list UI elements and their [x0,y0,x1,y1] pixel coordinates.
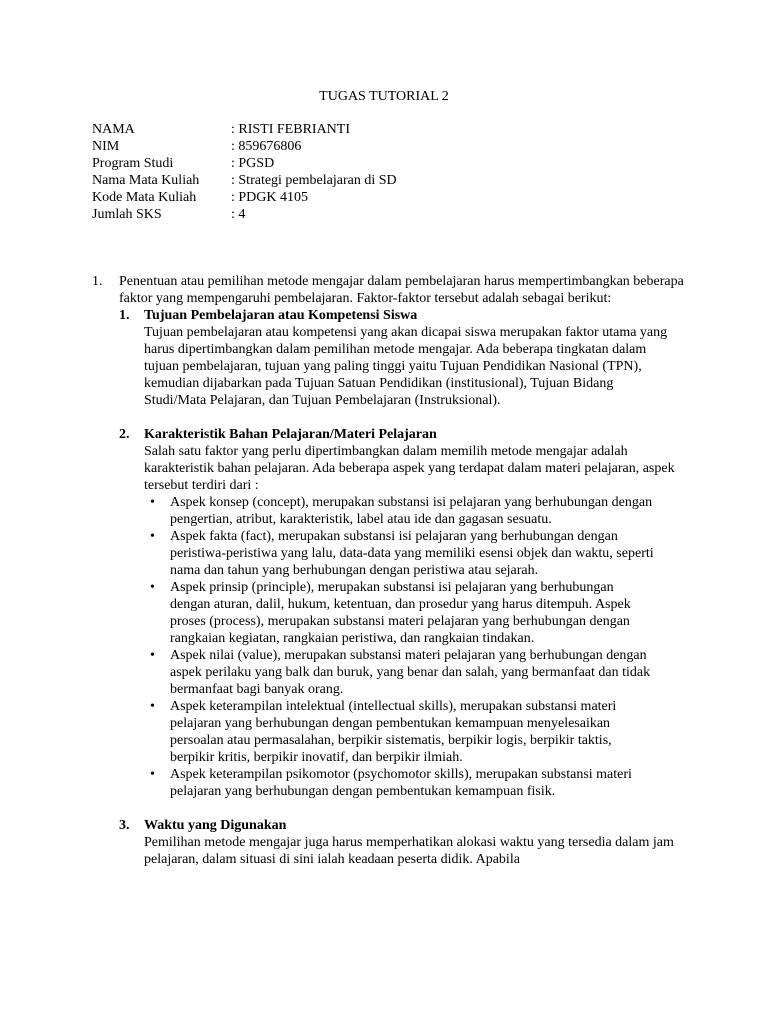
info-row-nim [92,138,397,155]
factor-1 [119,307,692,409]
question-number: 1. [92,274,103,289]
list-item [144,528,654,579]
question-1 [92,273,692,868]
document-title: TUGAS TUTORIAL 2 [319,89,449,104]
factor-body: Tujuan pembelajaran atau kompetensi yang akan dicapai siswa merupakan faktor utama yang harus dipertimbangkan dalam pemilihan metode mengajar. Ada beberapa tingkatan dalam tujuan pembelajaran, tujuan yang paling tinggi yaitu Tujuan Pendidikan Nasional (TPN), kemudian dijabarkan pada Tujuan Satuan Pendidikan (institusional), Tujuan Bidang Studi/Mata Pelajaran, dan Tujuan Pembelajaran (Instruksional). [144,325,668,408]
info-value: : Strategi pembelajaran di SD [231,173,397,188]
bullet-icon: • [150,767,155,782]
info-row-nama [92,121,397,138]
bullet-icon: • [150,580,155,595]
list-item-text: Aspek fakta (fact), merupakan substansi isi pelajaran yang berhubungan dengan peristiwa-peristiwa yang lalu, data-data yang memiliki esensi objek dan waktu, seperti nama dan tahun yang berhubungan dengan peristiwa atau sejarah. [170,529,654,578]
info-row-jumlah-sks [92,206,397,223]
info-row-nama-mata-kuliah [92,172,397,189]
info-value: : 4 [231,207,246,222]
factor-3 [119,817,692,868]
info-value: : PDGK 4105 [231,190,309,205]
info-value: : PGSD [231,156,275,171]
factor-body: Salah satu faktor yang perlu dipertimbangkan dalam memilih metode mengajar adalah karakteristik bahan pelajaran. Ada beberapa aspek yang terdapat dalam materi pelajaran, aspek tersebut terdiri dari : [144,444,675,493]
list-item-text: Aspek prinsip (principle), merupakan substansi isi pelajaran yang berhubungan dengan aturan, dalil, hukum, ketentuan, dan prosedur yang harus ditempuh. Aspek proses (process), merupakan substansi materi pelajaran yang berhubungan dengan rangkaian kegiatan, rangkaian peristiwa, dan rangkaian tindakan. [170,580,631,646]
list-item-text: Aspek nilai (value), merupakan substansi materi pelajaran yang berhubungan dengan aspek perilaku yang balk dan buruk, yang benar dan salah, yang bermanfaat dan tidak bermanfaat bagi banyak orang. [170,648,651,697]
list-item-text: Aspek keterampilan psikomotor (psychomotor skills), merupakan substansi materi pelajaran yang berhubungan dengan pembentukan kemampuan fisik. [170,767,632,799]
factor-body: Pemilihan metode mengajar juga harus memperhatikan alokasi waktu yang tersedia dalam jam pelajaran, dalam situasi di sini ialah keadaan peserta didik. Apabila [144,835,674,867]
factor-number: 3. [119,818,130,833]
factor-number: 2. [119,427,130,442]
bullet-icon: • [150,648,155,663]
factor-number: 1. [119,308,130,323]
factor-2 [119,426,692,800]
list-item [144,647,654,698]
info-row-program-studi [92,155,397,172]
list-item [144,766,654,800]
factor-heading: Karakteristik Bahan Pelajaran/Materi Pelajaran [144,427,437,442]
list-item [144,494,654,528]
info-label: Nama Mata Kuliah [92,173,200,188]
info-row-kode-mata-kuliah [92,189,397,206]
question-intro-paragraph: Penentuan atau pemilihan metode mengajar dalam pembelajaran harus mempertimbangkan beberapa faktor yang mempengaruhi pembelajaran. Faktor-faktor tersebut adalah sebagai berikut: [119,274,684,306]
list-item-text: Aspek keterampilan intelektual (intellectual skills), merupakan substansi materi pelajaran yang berhubungan dengan pembentukan kemampuan menyelesaikan persoalan atau permasalahan, berpikir sistematis, berpikir logis, berpikir taktis, berpikir kritis, berpikir inovatif, dan berpikir ilmiah. [170,699,617,765]
bullet-icon: • [150,529,155,544]
list-item [144,579,654,647]
info-value: : RISTI FEBRIANTI [231,122,350,137]
list-item [144,698,654,766]
student-info-block [92,121,397,223]
info-label: Kode Mata Kuliah [92,190,197,205]
factor-heading: Tujuan Pembelajaran atau Kompetensi Siswa [144,308,418,323]
info-label: Program Studi [92,156,174,171]
info-label: NIM [92,139,120,154]
list-item-text: Aspek konsep (concept), merupakan substansi isi pelajaran yang berhubungan dengan pengertian, atribut, karakteristik, label atau ide dan gagasan sesuatu. [170,495,653,527]
bullet-icon: • [150,699,155,714]
aspect-list [144,494,692,800]
info-label: Jumlah SKS [92,207,162,222]
factor-heading: Waktu yang Digunakan [144,818,287,833]
info-value: : 859676806 [231,139,302,154]
bullet-icon: • [150,495,155,510]
info-label: NAMA [92,122,135,137]
